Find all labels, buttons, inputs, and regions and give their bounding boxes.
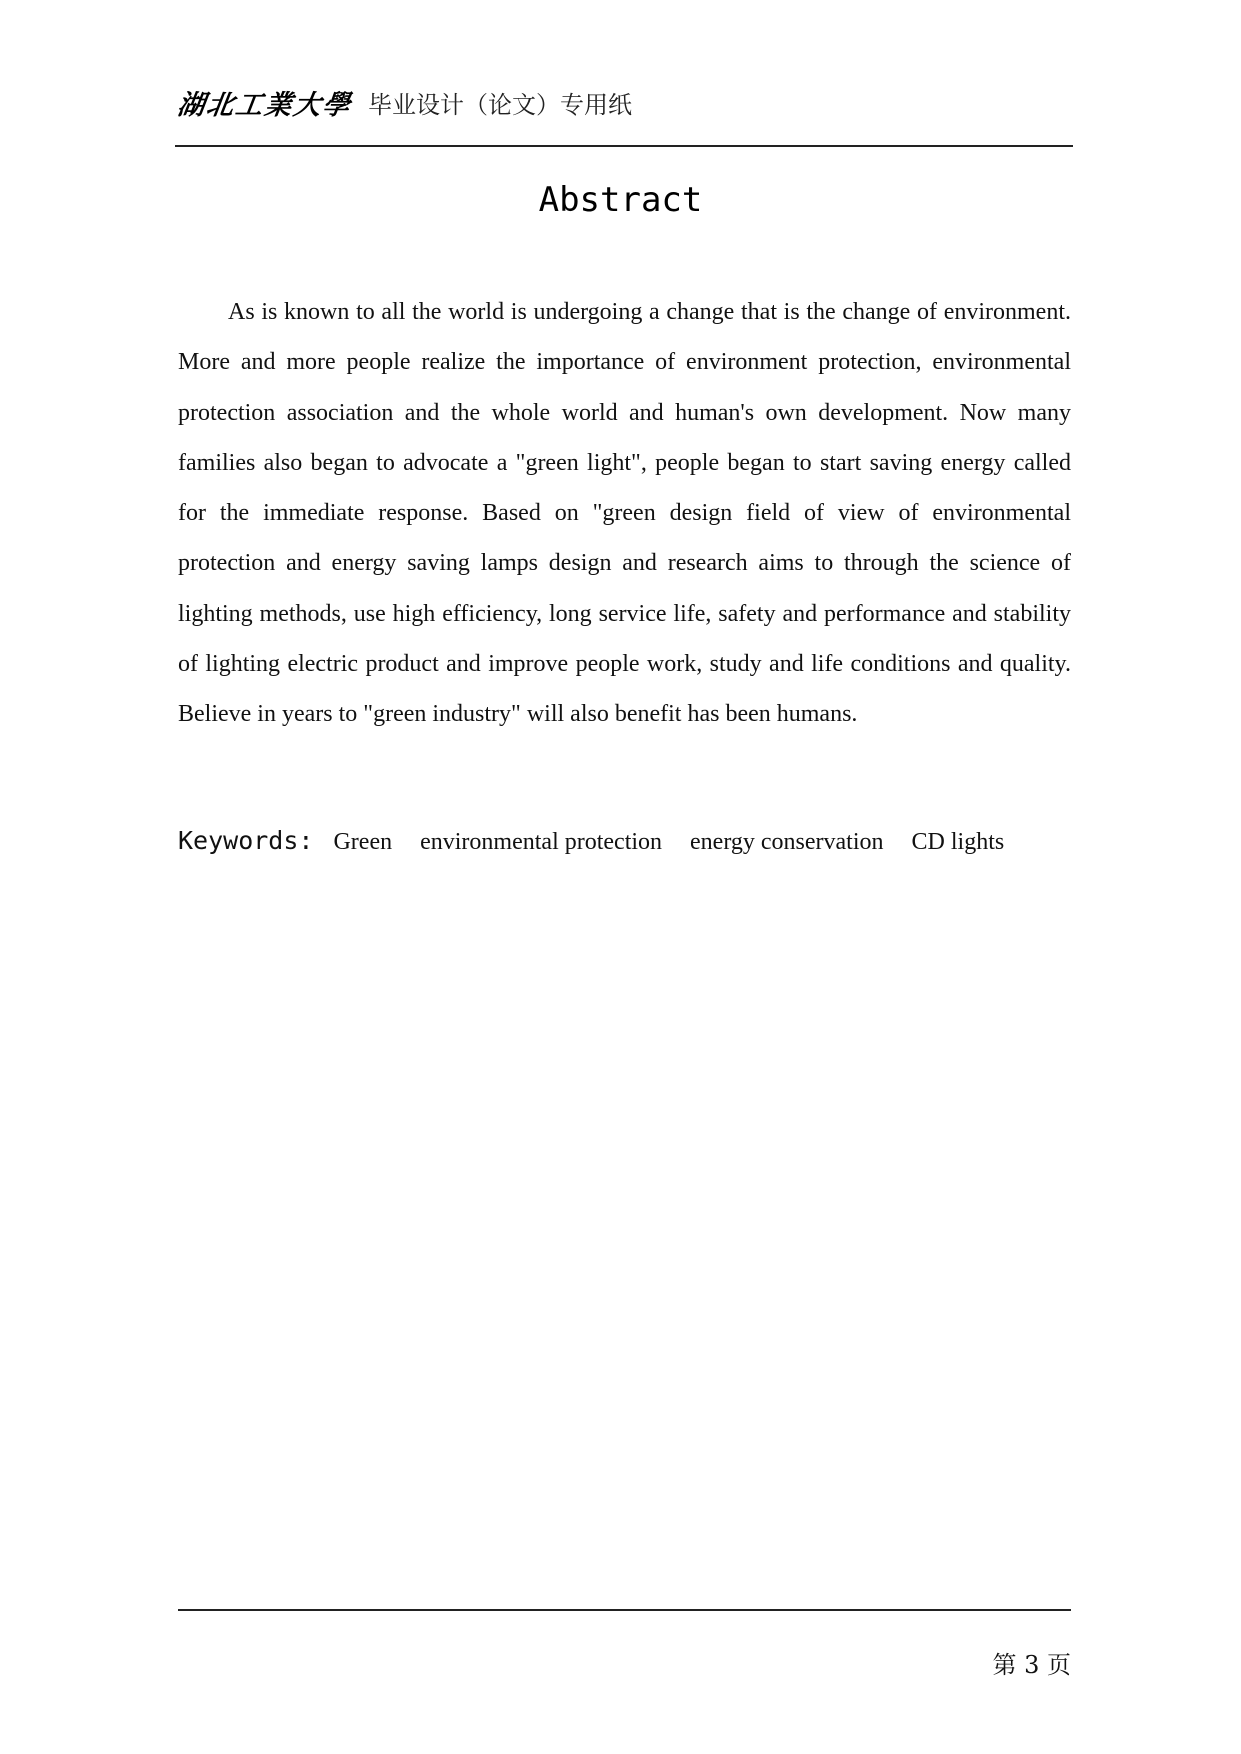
keywords-label: Keywords: — [178, 826, 314, 855]
header-divider — [175, 145, 1073, 147]
keyword-item: environmental protection — [420, 829, 663, 855]
footer-divider — [178, 1609, 1071, 1611]
keyword-item: CD lights — [911, 829, 1005, 855]
keyword-item: energy conservation — [690, 829, 884, 855]
page-number: 第 3 页 — [992, 1651, 1071, 1679]
keywords-line — [178, 826, 1071, 856]
keyword-item: Green — [333, 829, 393, 855]
abstract-body: As is known to all the world is undergoing a change that is the change of environment. More and more people realize the importance of environment protection, environmental protection association and the whole world and human's own development. Now many families also began to advocate a "green light", people began to start saving energy called for the immediate response. Based on "green design field of view of environmental protection and energy saving lamps design and research aims to through the science of lighting methods, use high efficiency, long service life, safety and performance and stability of lighting electric product and improve people work, study and life conditions and quality. Believe in years to "green industry" will also benefit has been humans. — [178, 299, 1071, 728]
university-logo: 湖北工業大學 — [175, 89, 354, 121]
page-header — [175, 82, 1071, 122]
header-title: 毕业设计（论文）专用纸 — [368, 90, 632, 119]
abstract-title: Abstract — [538, 180, 703, 220]
